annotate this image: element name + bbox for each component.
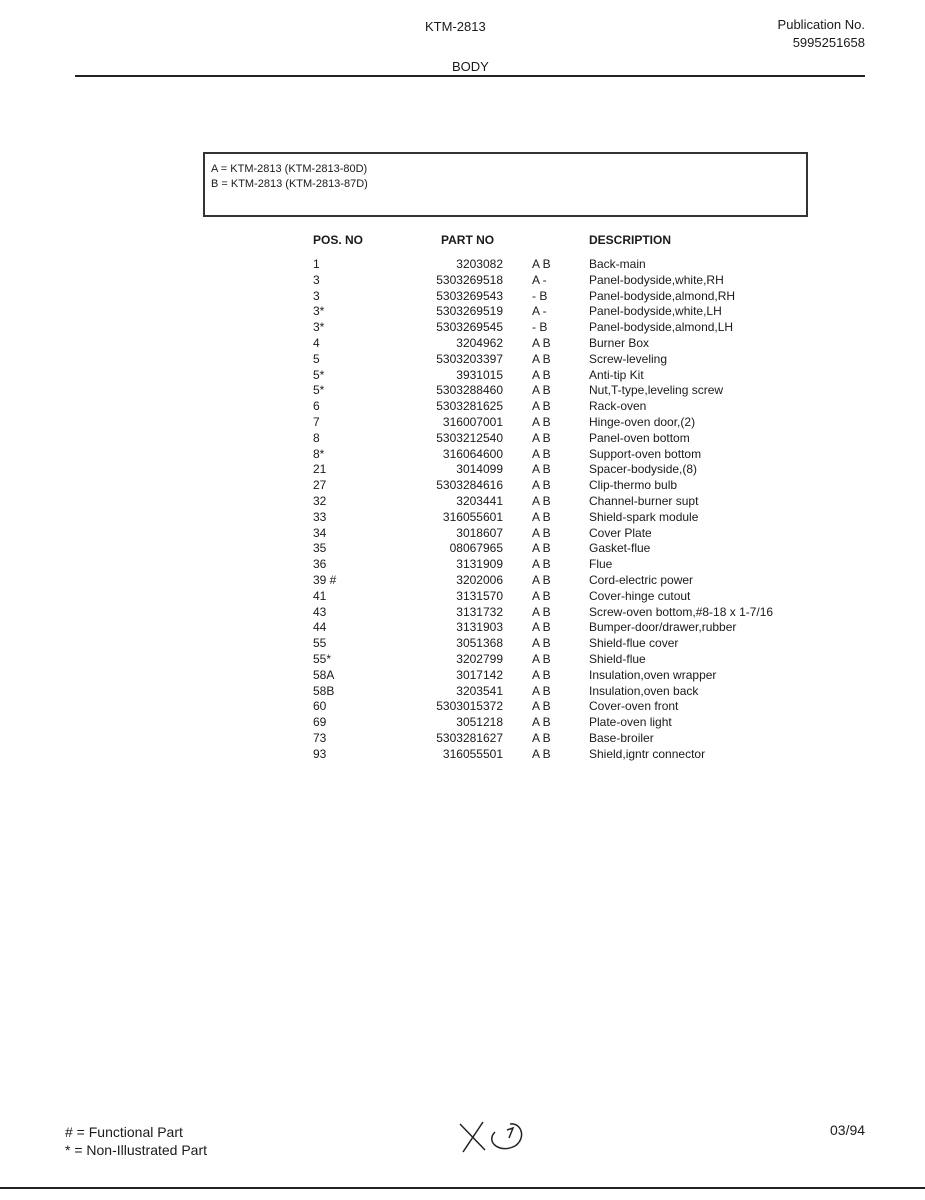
pos-no: 93 xyxy=(313,746,327,761)
description: Burner Box xyxy=(589,336,650,350)
part-no: 316055501 xyxy=(442,746,503,761)
part-no: 5303203397 xyxy=(436,351,503,366)
description: Hinge-oven door,(2) xyxy=(589,415,696,429)
pos-no: 5* xyxy=(313,367,325,382)
model-applicability: A B xyxy=(532,415,551,429)
model-applicability: A B xyxy=(532,573,551,587)
model-applicability: A B xyxy=(532,383,551,398)
pos-no: 58A xyxy=(313,667,335,682)
table-row xyxy=(0,273,925,289)
description: Panel-oven bottom xyxy=(589,430,690,445)
table-row xyxy=(0,320,925,336)
part-no: 3202799 xyxy=(456,652,503,666)
table-row xyxy=(0,447,925,463)
pos-no: 69 xyxy=(313,715,327,730)
table-row xyxy=(0,526,925,542)
description: Shield-flue cover xyxy=(589,636,679,651)
model-applicability: A B xyxy=(532,699,551,714)
pos-no: 1 xyxy=(313,257,320,271)
model-applicability: A B xyxy=(532,667,551,682)
part-no: 5303284616 xyxy=(436,478,503,493)
model-applicability: A B xyxy=(532,494,551,508)
part-no: 08067965 xyxy=(449,541,503,556)
pos-no: 8 xyxy=(313,430,320,445)
model-applicability: A B xyxy=(532,525,551,540)
part-no: 3131732 xyxy=(456,604,503,619)
model-applicability: A B xyxy=(532,336,551,350)
table-row xyxy=(0,605,925,621)
pos-no: 33 xyxy=(313,509,327,524)
description: Shield-spark module xyxy=(589,509,699,524)
part-no: 3051368 xyxy=(456,636,503,651)
description: Insulation,oven wrapper xyxy=(589,667,717,682)
part-no: 3017142 xyxy=(456,667,503,682)
date-code: 03/94 xyxy=(830,1122,866,1138)
table-row xyxy=(0,415,925,431)
description: Anti-tip Kit xyxy=(589,367,644,382)
description: Spacer-bodyside,(8) xyxy=(589,462,698,477)
model-applicability: A B xyxy=(532,731,551,745)
model-applicability: A - xyxy=(532,272,547,287)
model-applicability: A B xyxy=(532,430,551,445)
model-applicability: A B xyxy=(532,367,551,382)
description: Flue xyxy=(589,557,613,572)
description: Insulation,oven back xyxy=(589,683,699,698)
model-applicability: A B xyxy=(532,351,551,366)
pos-no: 27 xyxy=(313,478,327,493)
description: Back-main xyxy=(589,257,646,271)
part-no: 3131570 xyxy=(456,588,503,603)
table-row xyxy=(0,747,925,763)
part-no: 3051218 xyxy=(456,715,503,730)
table-row xyxy=(0,573,925,589)
pos-no: 6 xyxy=(313,399,320,414)
col-header-part: PART NO xyxy=(441,233,495,247)
model-applicability: A B xyxy=(532,746,551,761)
part-no: 316064600 xyxy=(442,446,503,461)
table-row xyxy=(0,620,925,636)
table-row xyxy=(0,478,925,494)
pos-no: 4 xyxy=(313,336,320,350)
pos-no: 41 xyxy=(313,588,327,603)
col-header-pos: POS. NO xyxy=(313,233,364,247)
pos-no: 8* xyxy=(313,446,325,461)
table-row xyxy=(0,336,925,352)
table-row xyxy=(0,652,925,668)
description: Nut,T-type,leveling screw xyxy=(589,383,724,398)
part-no: 5303269519 xyxy=(436,304,503,319)
model-applicability: A B xyxy=(532,652,551,666)
description: Cord-electric power xyxy=(589,573,694,587)
description: Screw-oven bottom,#8-18 x 1-7/16 xyxy=(589,604,774,619)
table-row xyxy=(0,399,925,415)
pos-no: 21 xyxy=(313,462,327,477)
pos-no: 32 xyxy=(313,494,327,508)
table-row xyxy=(0,257,925,273)
table-row xyxy=(0,589,925,605)
pos-no: 3* xyxy=(313,320,325,335)
table-row xyxy=(0,352,925,368)
description: Cover-hinge cutout xyxy=(589,588,691,603)
table-row xyxy=(0,541,925,557)
pos-no: 3 xyxy=(313,288,320,303)
part-no: 316007001 xyxy=(442,415,503,429)
part-no: 3014099 xyxy=(456,462,503,477)
model-applicability: A B xyxy=(532,509,551,524)
table-row xyxy=(0,668,925,684)
description: Channel-burner supt xyxy=(589,494,699,508)
part-no: 316055601 xyxy=(442,509,503,524)
table-row xyxy=(0,684,925,700)
model-applicability: A B xyxy=(532,462,551,477)
description: Panel-bodyside,almond,LH xyxy=(589,320,734,335)
non-illustrated-note: * = Non-Illustrated Part xyxy=(65,1142,208,1158)
table-row xyxy=(0,636,925,652)
description: Panel-bodyside,white,LH xyxy=(589,304,722,319)
part-no: 5303269545 xyxy=(436,320,503,335)
model-applicability: A B xyxy=(532,604,551,619)
table-row xyxy=(0,494,925,510)
table-row xyxy=(0,731,925,747)
footer-rule xyxy=(0,1187,925,1189)
part-no: 5303269518 xyxy=(436,272,503,287)
description: Cover-oven front xyxy=(589,699,679,714)
pos-no: 60 xyxy=(313,699,327,714)
publication-number: 5995251658 xyxy=(792,35,865,50)
col-header-desc: DESCRIPTION xyxy=(589,233,672,247)
description: Rack-oven xyxy=(589,399,647,414)
pos-no: 36 xyxy=(313,557,327,572)
part-no: 3202006 xyxy=(456,573,503,587)
legend-b: B = KTM-2813 (KTM-2813-87D) xyxy=(211,178,368,190)
model-applicability: A - xyxy=(532,304,547,319)
section-title: BODY xyxy=(452,59,489,74)
pos-no: 39 # xyxy=(313,573,337,587)
pos-no: 55* xyxy=(313,652,332,666)
part-no: 3131909 xyxy=(456,557,503,572)
description: Screw-leveling xyxy=(589,351,668,366)
header-rule xyxy=(75,75,865,77)
model-applicability: A B xyxy=(532,257,551,271)
description: Clip-thermo bulb xyxy=(589,478,678,493)
description: Bumper-door/drawer,rubber xyxy=(589,620,737,635)
description: Panel-bodyside,white,RH xyxy=(589,272,724,287)
part-no: 5303269543 xyxy=(436,288,503,303)
part-no: 3203441 xyxy=(456,494,503,508)
table-row xyxy=(0,431,925,447)
description: Cover Plate xyxy=(589,525,652,540)
pos-no: 73 xyxy=(313,731,327,745)
pos-no: 7 xyxy=(313,415,320,429)
table-row xyxy=(0,304,925,320)
part-no: 5303288460 xyxy=(436,383,503,398)
description: Plate-oven light xyxy=(589,715,672,730)
model-applicability: A B xyxy=(532,399,551,414)
pos-no: 44 xyxy=(313,620,327,635)
handwritten-mark xyxy=(455,1112,535,1157)
model-applicability: - B xyxy=(532,288,548,303)
table-row xyxy=(0,699,925,715)
table-row xyxy=(0,462,925,478)
part-no: 5303281627 xyxy=(436,731,503,745)
description: Base-broiler xyxy=(589,731,654,745)
description: Shield-flue xyxy=(589,652,646,666)
part-no: 3131903 xyxy=(456,620,503,635)
model-applicability: A B xyxy=(532,620,551,635)
table-row xyxy=(0,715,925,731)
pos-no: 55 xyxy=(313,636,327,651)
part-no: 3203082 xyxy=(456,257,503,271)
model-applicability: A B xyxy=(532,636,551,651)
description: Panel-bodyside,almond,RH xyxy=(589,288,736,303)
pos-no: 3* xyxy=(313,304,325,319)
model-applicability: A B xyxy=(532,446,551,461)
pos-no: 58B xyxy=(313,683,335,698)
part-no: 3204962 xyxy=(456,336,503,350)
table-row xyxy=(0,368,925,384)
pos-no: 43 xyxy=(313,604,327,619)
publication-label: Publication No. xyxy=(777,17,865,32)
legend-a: A = KTM-2813 (KTM-2813-80D) xyxy=(211,163,368,175)
pos-no: 35 xyxy=(313,541,327,556)
model-applicability: - B xyxy=(532,320,548,335)
part-no: 5303015372 xyxy=(436,699,503,714)
table-row xyxy=(0,557,925,573)
table-row xyxy=(0,289,925,305)
part-no: 5303212540 xyxy=(436,430,503,445)
pos-no: 5 xyxy=(313,351,320,366)
description: Gasket-flue xyxy=(589,541,651,556)
description: Shield,igntr connector xyxy=(589,746,706,761)
model-applicability: A B xyxy=(532,541,551,556)
table-row xyxy=(0,383,925,399)
part-no: 3931015 xyxy=(456,367,503,382)
table-row xyxy=(0,510,925,526)
model-title: KTM-2813 xyxy=(425,19,486,34)
pos-no: 5* xyxy=(313,383,325,398)
model-legend-box xyxy=(203,152,808,217)
model-applicability: A B xyxy=(532,683,551,698)
model-applicability: A B xyxy=(532,478,551,493)
description: Support-oven bottom xyxy=(589,446,702,461)
part-no: 3203541 xyxy=(456,683,503,698)
model-applicability: A B xyxy=(532,715,551,730)
pos-no: 34 xyxy=(313,525,327,540)
functional-part-note: # = Functional Part xyxy=(65,1124,183,1140)
part-no: 5303281625 xyxy=(436,399,503,414)
model-applicability: A B xyxy=(532,588,551,603)
pos-no: 3 xyxy=(313,272,320,287)
part-no: 3018607 xyxy=(456,525,503,540)
model-applicability: A B xyxy=(532,557,551,572)
